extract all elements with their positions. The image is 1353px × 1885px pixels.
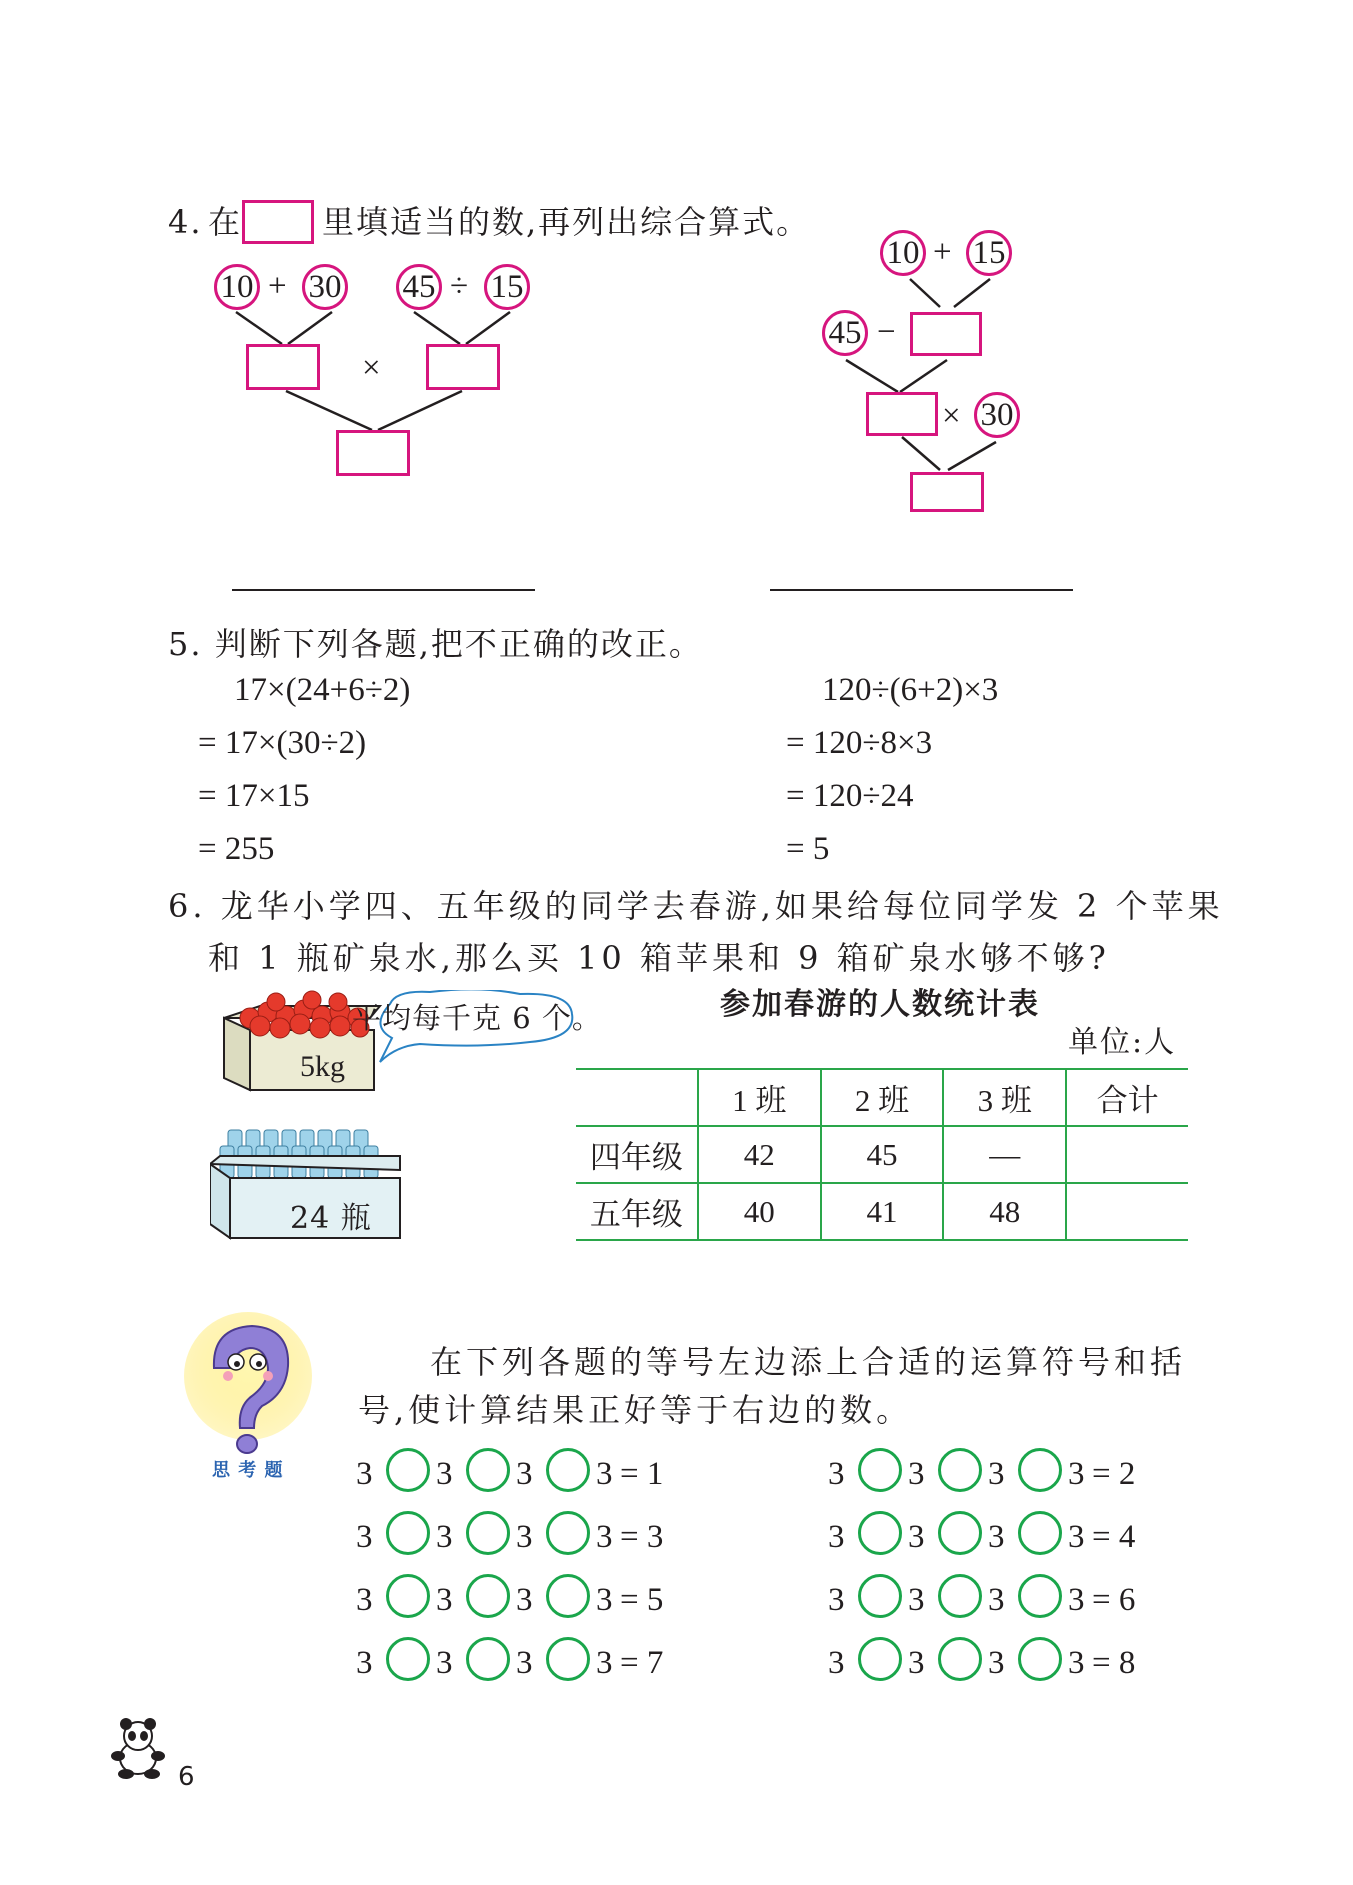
digit: 3 — [596, 1519, 613, 1555]
digit: 3 — [828, 1645, 845, 1681]
digit: 3 — [516, 1456, 533, 1492]
digit: 3 — [908, 1582, 925, 1618]
blank-circle[interactable] — [466, 1637, 510, 1681]
blank-circle[interactable] — [938, 1574, 982, 1618]
blank-circle[interactable] — [858, 1637, 902, 1681]
equation-result: = 5 — [620, 1582, 664, 1618]
q5-label: 5. 判断下列各题,把不正确的改正。 — [168, 625, 703, 663]
digit: 3 — [516, 1582, 533, 1618]
think-text-line1: 在下列各题的等号左边添上合适的运算符号和括 — [430, 1343, 1187, 1381]
header-cell-empty — [576, 1069, 698, 1126]
table-cell: — — [943, 1126, 1066, 1183]
digit: 3 — [988, 1519, 1005, 1555]
q4-left-circle-b: 30 — [302, 264, 348, 310]
equation-result: = 7 — [620, 1645, 664, 1681]
blank-circle[interactable] — [858, 1448, 902, 1492]
think-badge-label: 思 考 题 — [212, 1460, 284, 1481]
digit: 3 — [908, 1519, 925, 1555]
digit: 3 — [436, 1456, 453, 1492]
digit: 3 — [436, 1582, 453, 1618]
blank-circle[interactable] — [546, 1448, 590, 1492]
q4-right-blank-result[interactable] — [910, 472, 984, 512]
table-header-row — [576, 1069, 1188, 1126]
table-cell: 41 — [821, 1183, 944, 1240]
equation-result: = 8 — [1092, 1645, 1136, 1681]
digit: 3 — [828, 1456, 845, 1492]
q4-right-op3: × — [942, 398, 961, 434]
q4-right-circle-a: 10 — [880, 230, 926, 276]
equation-result: = 1 — [620, 1456, 664, 1492]
header-cell-class1: 1 班 — [698, 1069, 821, 1126]
q4-right-circle-b: 15 — [966, 230, 1012, 276]
table-cell-total-blank[interactable] — [1066, 1126, 1188, 1183]
table-row — [576, 1126, 1188, 1183]
digit: 3 — [1068, 1582, 1085, 1618]
q5-left-line3: = 17×15 — [198, 778, 310, 814]
q4-left-blank-result[interactable] — [336, 430, 410, 476]
q6-line2: 和 1 瓶矿泉水,那么买 10 箱苹果和 9 箱矿泉水够不够? — [208, 939, 1110, 977]
header-cell-class3: 3 班 — [943, 1069, 1066, 1126]
question-mark-icon — [178, 1310, 318, 1460]
blank-circle[interactable] — [546, 1637, 590, 1681]
blank-circle[interactable] — [1018, 1511, 1062, 1555]
blank-circle[interactable] — [546, 1511, 590, 1555]
digit: 3 — [1068, 1456, 1085, 1492]
apple-bubble-text: 平均每千克 6 个。 — [352, 1001, 602, 1035]
table-cell: 40 — [698, 1183, 821, 1240]
q4-left-op1: + — [268, 268, 287, 304]
equation-result: = 6 — [1092, 1582, 1136, 1618]
blank-circle[interactable] — [1018, 1637, 1062, 1681]
digit: 3 — [1068, 1519, 1085, 1555]
blank-circle[interactable] — [466, 1511, 510, 1555]
header-cell-class2: 2 班 — [821, 1069, 944, 1126]
blank-circle[interactable] — [1018, 1448, 1062, 1492]
q5-left-line1: 17×(24+6÷2) — [234, 672, 411, 708]
blank-circle[interactable] — [938, 1637, 982, 1681]
q5-right-line4: = 5 — [786, 831, 830, 867]
digit: 3 — [988, 1456, 1005, 1492]
q5-right-line2: = 120÷8×3 — [786, 725, 933, 761]
q4-right-blank-sum[interactable] — [910, 312, 982, 356]
q4-left-blank-quotient[interactable] — [426, 344, 500, 390]
blank-circle[interactable] — [386, 1448, 430, 1492]
digit: 3 — [356, 1645, 373, 1681]
think-text-line2: 号,使计算结果正好等于右边的数。 — [358, 1391, 913, 1429]
digit: 3 — [516, 1519, 533, 1555]
page-number: 6 — [178, 1762, 197, 1792]
equation-result: = 2 — [1092, 1456, 1136, 1492]
digit: 3 — [436, 1645, 453, 1681]
apple-box-label: 5kg — [300, 1050, 345, 1083]
water-box-label: 24 瓶 — [290, 1201, 372, 1236]
q4-left-circle-d: 15 — [484, 264, 530, 310]
table-unit: 单位:人 — [1068, 1025, 1177, 1060]
digit: 3 — [436, 1519, 453, 1555]
digit: 3 — [596, 1582, 613, 1618]
digit: 3 — [828, 1582, 845, 1618]
digit: 3 — [908, 1645, 925, 1681]
blank-circle[interactable] — [466, 1574, 510, 1618]
table-cell-total-blank[interactable] — [1066, 1183, 1188, 1240]
q4-right-circle-d: 30 — [974, 392, 1020, 438]
q4-left-blank-sum[interactable] — [246, 344, 320, 390]
table-cell: 48 — [943, 1183, 1066, 1240]
table-cell: 42 — [698, 1126, 821, 1183]
digit: 3 — [908, 1456, 925, 1492]
q4-left-op3: × — [362, 350, 381, 386]
panda-icon — [108, 1718, 168, 1780]
digit: 3 — [516, 1645, 533, 1681]
q5-left-line2: = 17×(30÷2) — [198, 725, 367, 761]
blank-circle[interactable] — [938, 1448, 982, 1492]
digit: 3 — [828, 1519, 845, 1555]
digit: 3 — [988, 1645, 1005, 1681]
q4-left-circle-a: 10 — [214, 264, 260, 310]
row-label-grade4: 四年级 — [576, 1126, 698, 1183]
digit: 3 — [1068, 1645, 1085, 1681]
table-row — [576, 1183, 1188, 1240]
equation-result: = 3 — [620, 1519, 664, 1555]
blank-circle[interactable] — [546, 1574, 590, 1618]
blank-circle[interactable] — [858, 1574, 902, 1618]
digit: 3 — [988, 1582, 1005, 1618]
q4-right-blank-diff[interactable] — [866, 392, 938, 436]
q4-left-op2: ÷ — [450, 268, 469, 304]
equation-result: = 4 — [1092, 1519, 1136, 1555]
header-cell-total: 合计 — [1066, 1069, 1188, 1126]
q4-label-a: 在 — [208, 203, 243, 241]
q4-left-circle-c: 45 — [396, 264, 442, 310]
digit: 3 — [596, 1645, 613, 1681]
table-cell: 45 — [821, 1126, 944, 1183]
q4-right-op1: + — [933, 234, 952, 270]
q5-right-line3: = 120÷24 — [786, 778, 914, 814]
q4-right-circle-c: 45 — [822, 310, 868, 356]
q6-line1: 6. 龙华小学四、五年级的同学去春游,如果给每位同学发 2 个苹果 — [168, 887, 1224, 925]
q4-label-b: 里填适当的数,再列出综合算式。 — [322, 203, 811, 241]
digit: 3 — [356, 1456, 373, 1492]
blank-circle[interactable] — [858, 1511, 902, 1555]
blank-circle[interactable] — [386, 1637, 430, 1681]
table-title: 参加春游的人数统计表 — [720, 987, 1040, 1022]
blank-circle[interactable] — [386, 1574, 430, 1618]
digit: 3 — [356, 1582, 373, 1618]
row-label-grade5: 五年级 — [576, 1183, 698, 1240]
q5-left-line4: = 255 — [198, 831, 275, 867]
q5-right-line1: 120÷(6+2)×3 — [822, 672, 999, 708]
q4-right-op2: − — [877, 314, 896, 350]
digit: 3 — [356, 1519, 373, 1555]
stats-table — [576, 1068, 1188, 1241]
blank-circle[interactable] — [466, 1448, 510, 1492]
digit: 3 — [596, 1456, 613, 1492]
blank-circle[interactable] — [1018, 1574, 1062, 1618]
blank-circle[interactable] — [938, 1511, 982, 1555]
q4-number: 4. — [168, 203, 203, 241]
blank-circle[interactable] — [386, 1511, 430, 1555]
